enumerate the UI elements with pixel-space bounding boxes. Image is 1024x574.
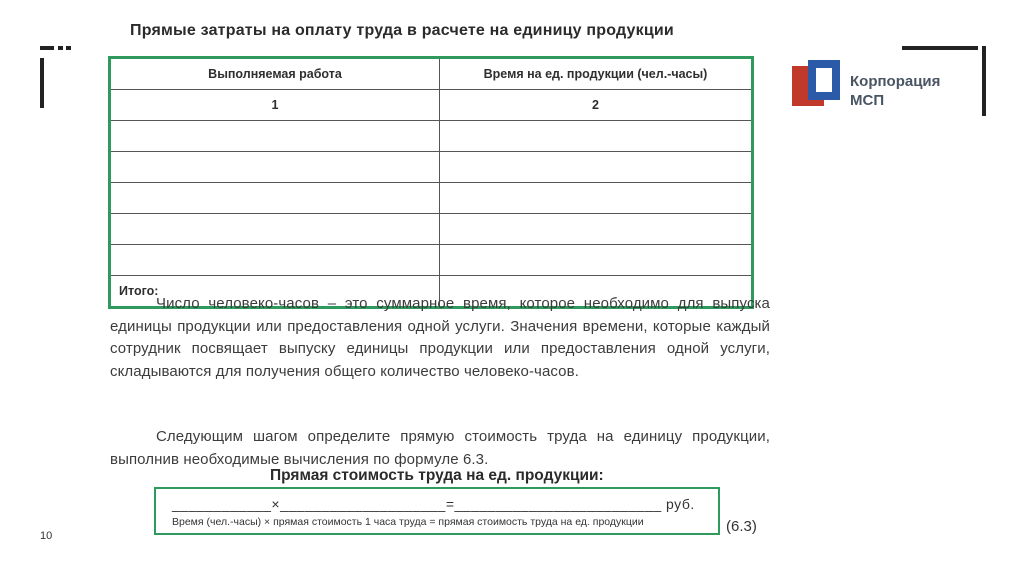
- corner-bracket-left-dot1: [58, 46, 63, 50]
- formula-caption: Время (чел.-часы) × прямая стоимость 1 часа труда = прямая стоимость труда на ед. продукции: [172, 516, 644, 528]
- total-label: Итого:: [110, 276, 440, 308]
- column-header-time: Время на ед. продукции (чел.-часы): [440, 58, 753, 90]
- column-number-1: 1: [110, 90, 440, 121]
- table-cell-work[interactable]: [110, 183, 440, 214]
- table-row: [110, 183, 753, 214]
- table-cell-time[interactable]: [440, 121, 753, 152]
- paragraph-next-step: [110, 426, 770, 471]
- corporation-msp-logo: [792, 58, 982, 118]
- corner-bracket-left-vertical: [40, 58, 44, 108]
- table-row: [110, 152, 753, 183]
- formula-title: Прямая стоимость труда на ед. продукции:: [270, 467, 604, 484]
- corner-bracket-right-horizontal: [902, 46, 978, 50]
- formula-fill-line[interactable]: ____________×____________________=_________________________ руб.: [172, 496, 695, 512]
- table-row: [110, 121, 753, 152]
- logo-emblem-icon: [792, 58, 844, 110]
- formula-box: [154, 487, 720, 535]
- corner-bracket-right-vertical: [982, 46, 986, 116]
- logo-text: [850, 72, 940, 110]
- column-number-2: 2: [440, 90, 753, 121]
- logo-line-1: Корпорация: [850, 73, 941, 90]
- table-column-numbers-row: [110, 90, 753, 121]
- corner-bracket-left-horizontal: [40, 46, 54, 50]
- logo-line-2: МСП: [850, 92, 885, 109]
- paragraph-next-step-text: Следующим шагом определите прямую стоимость труда на единицу продукции, выполнив необходимые вычисления по формуле 6.3.: [110, 428, 770, 468]
- table-header-row: [110, 58, 753, 90]
- column-header-work: Выполняемая работа: [110, 58, 440, 90]
- page-title: Прямые затраты на оплату труда в расчете на единицу продукции: [130, 22, 674, 39]
- table-row: [110, 245, 753, 276]
- page-number: 10: [40, 530, 53, 542]
- table-cell-time[interactable]: [440, 183, 753, 214]
- corner-bracket-left-dot2: [66, 46, 71, 50]
- paragraph-man-hours: [110, 293, 770, 383]
- table-cell-work[interactable]: [110, 245, 440, 276]
- table-cell-work[interactable]: [110, 152, 440, 183]
- table-cell-time[interactable]: [440, 152, 753, 183]
- table-cell-work[interactable]: [110, 214, 440, 245]
- paragraph-man-hours-text: Число человеко-часов – это суммарное время, которое необходимо для выпуска единицы продукции или предоставления одной услуги. Значения времени, которые каждый сотрудник посвящает выпуску единицы продукции или предоставления одной услуги, складываются для получения общего количество человеко-часов.: [110, 295, 770, 380]
- table-cell-time[interactable]: [440, 214, 753, 245]
- table-cell-time[interactable]: [440, 245, 753, 276]
- formula-number: (6.3): [726, 518, 757, 535]
- labor-cost-table: [108, 56, 754, 309]
- table-cell-work[interactable]: [110, 121, 440, 152]
- table-row: [110, 214, 753, 245]
